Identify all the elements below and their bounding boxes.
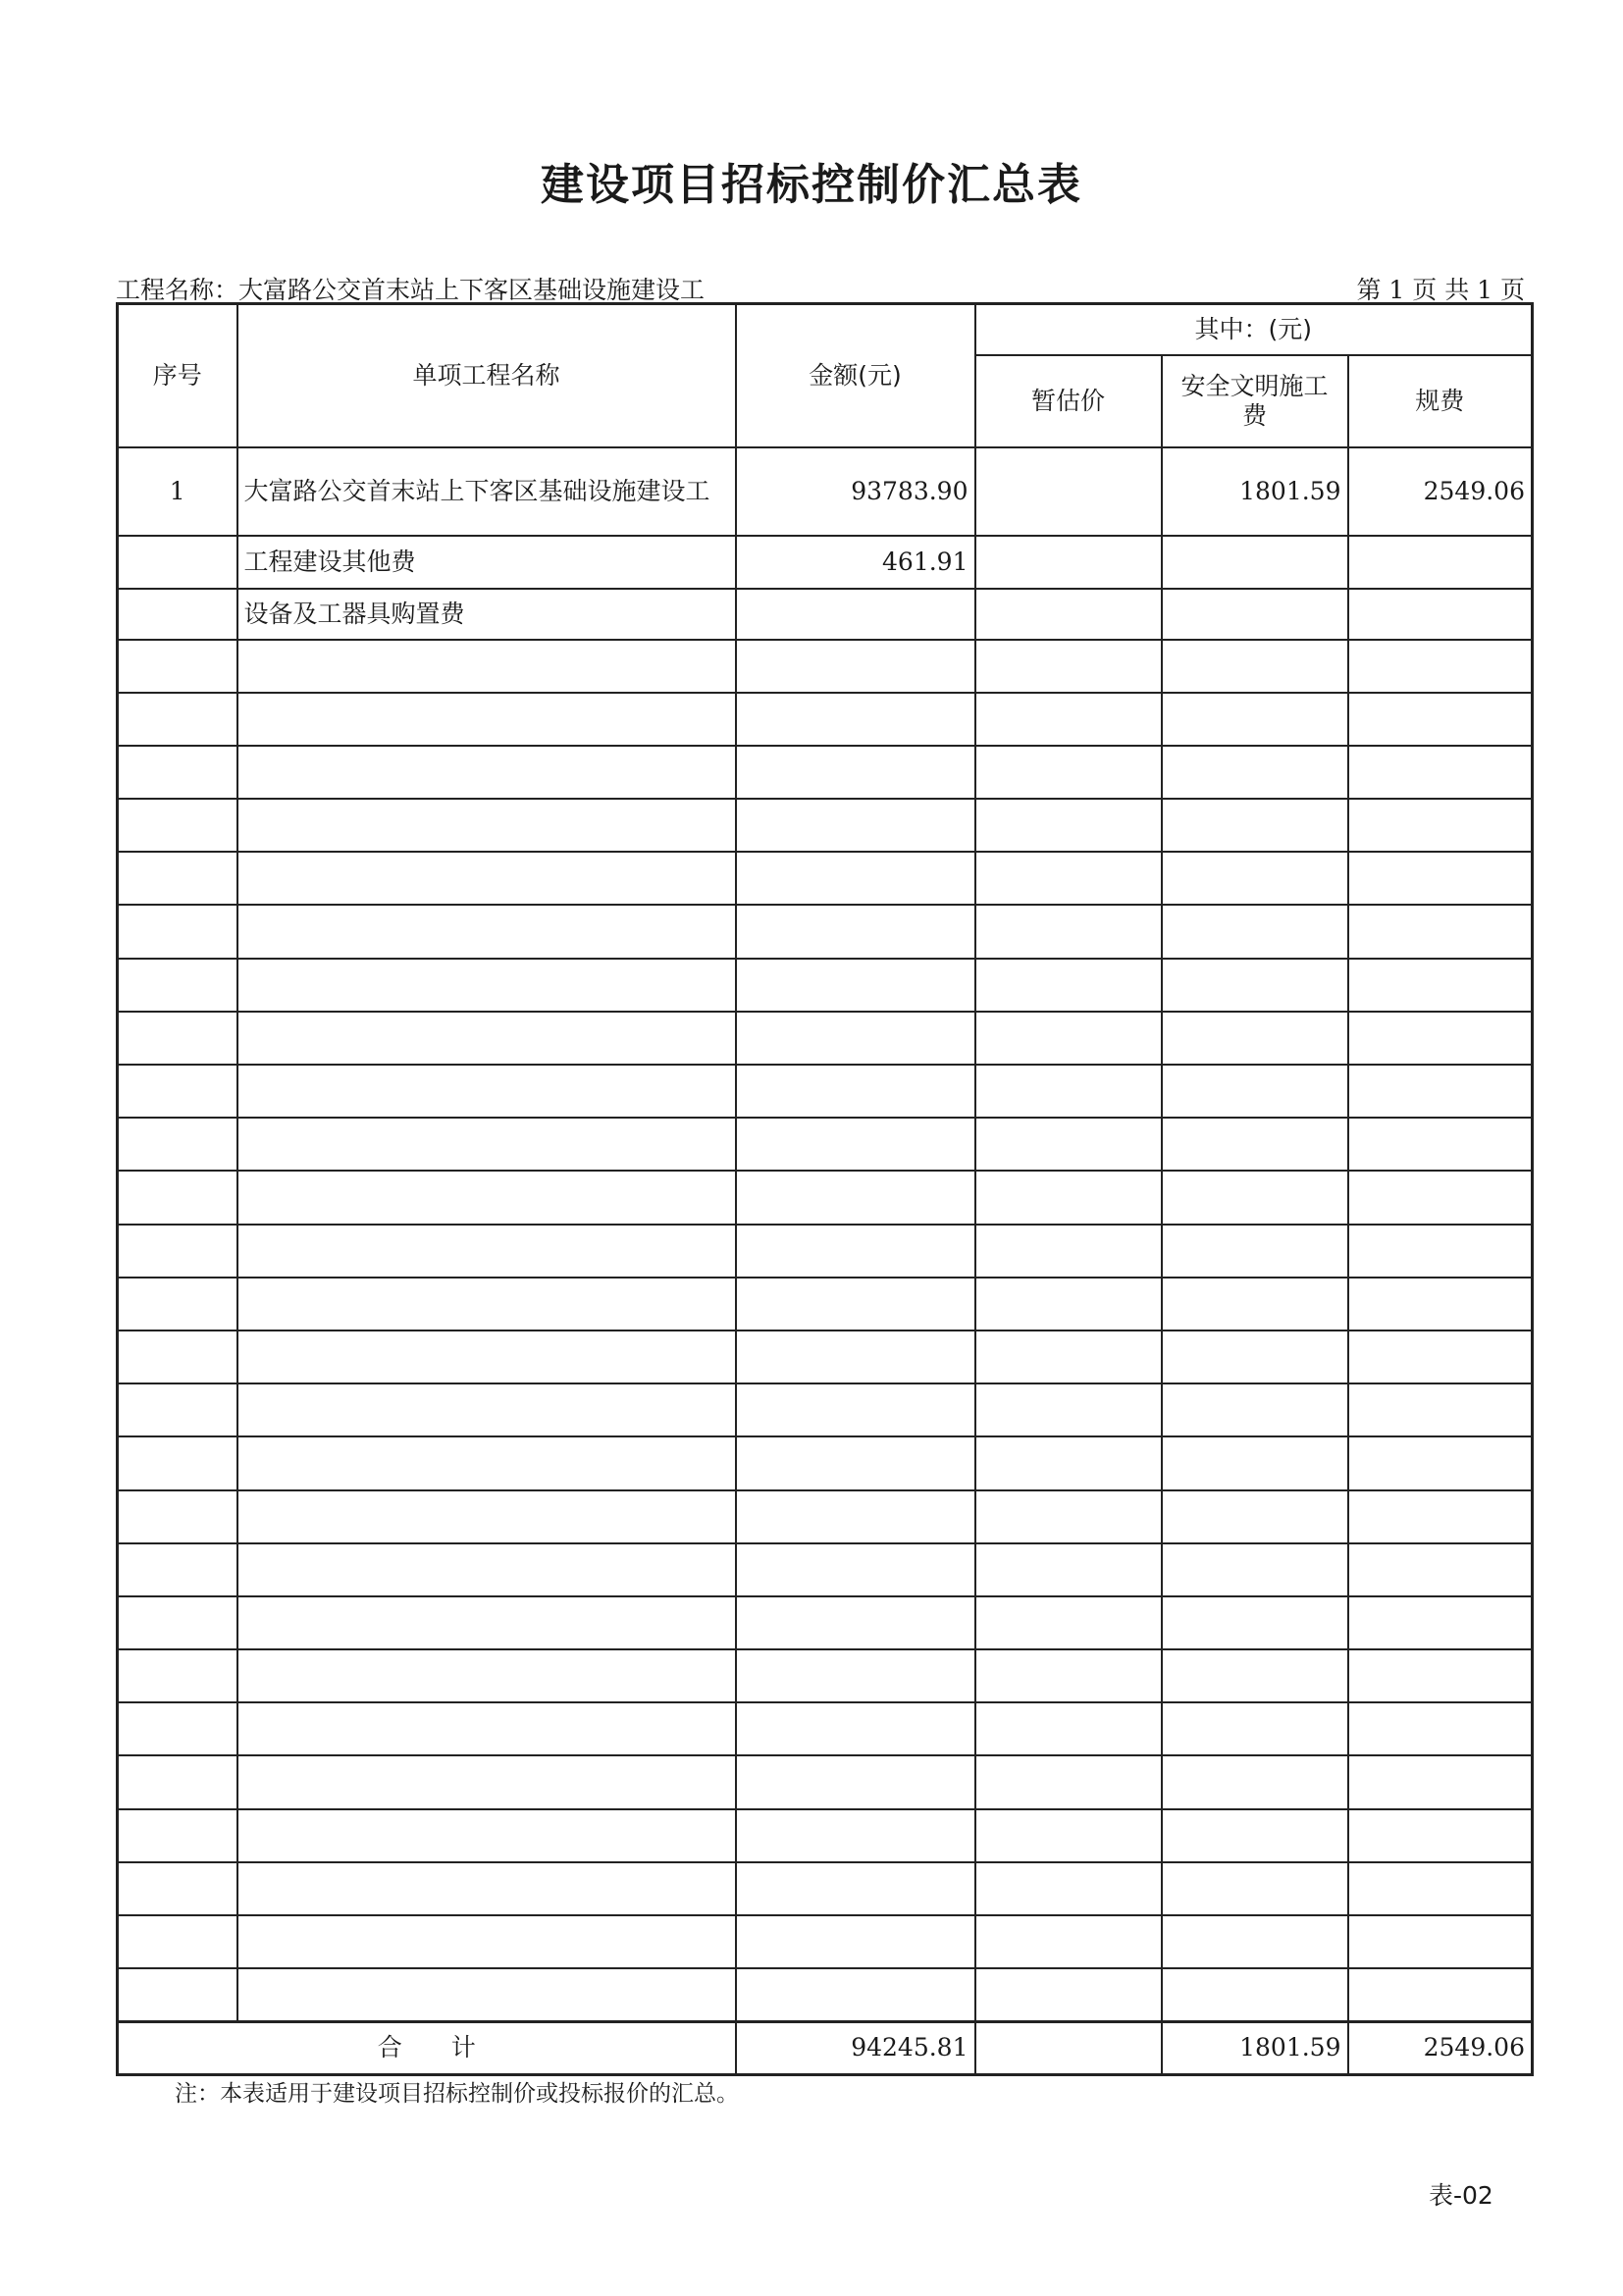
empty-cell — [975, 640, 1162, 693]
empty-cell — [975, 1968, 1162, 2021]
empty-cell — [118, 1383, 237, 1436]
empty-cell — [736, 1065, 975, 1118]
empty-cell — [237, 905, 736, 958]
empty-cell — [118, 1809, 237, 1862]
empty-cell — [1162, 1702, 1348, 1755]
empty-cell — [237, 1012, 736, 1065]
empty-row — [118, 640, 1533, 693]
empty-cell — [1348, 1915, 1533, 1968]
cell-fees — [1348, 536, 1533, 589]
empty-row — [118, 1968, 1533, 2021]
empty-cell — [237, 1225, 736, 1278]
empty-cell — [736, 1331, 975, 1383]
empty-cell — [975, 799, 1162, 852]
empty-cell — [237, 852, 736, 905]
empty-cell — [736, 1915, 975, 1968]
empty-cell — [118, 1012, 237, 1065]
total-provisional — [975, 2021, 1162, 2074]
cell-provisional — [975, 536, 1162, 589]
empty-cell — [118, 1702, 237, 1755]
empty-cell — [1348, 1118, 1533, 1171]
empty-row — [118, 1171, 1533, 1224]
empty-row — [118, 1596, 1533, 1649]
cell-fees: 2549.06 — [1348, 447, 1533, 536]
project-label: 工程名称： — [116, 276, 239, 304]
empty-cell — [237, 959, 736, 1012]
empty-cell — [118, 852, 237, 905]
header-provisional: 暂估价 — [975, 355, 1162, 447]
empty-cell — [118, 1118, 237, 1171]
empty-cell — [1348, 1383, 1533, 1436]
empty-cell — [1348, 1331, 1533, 1383]
empty-row — [118, 1702, 1533, 1755]
empty-row — [118, 1383, 1533, 1436]
footnote: 注：本表适用于建设项目招标控制价或投标报价的汇总。 — [175, 2081, 739, 2107]
empty-cell — [736, 852, 975, 905]
empty-cell — [237, 1649, 736, 1702]
empty-cell — [118, 1596, 237, 1649]
empty-cell — [736, 1490, 975, 1543]
cell-safety — [1162, 536, 1348, 589]
empty-row — [118, 1065, 1533, 1118]
empty-row — [118, 1809, 1533, 1862]
empty-cell — [975, 959, 1162, 1012]
empty-cell — [1348, 640, 1533, 693]
empty-cell — [1348, 746, 1533, 799]
empty-cell — [118, 1225, 237, 1278]
empty-cell — [1162, 1968, 1348, 2021]
empty-cell — [237, 1383, 736, 1436]
total-amount: 94245.81 — [736, 2021, 975, 2074]
empty-cell — [975, 1915, 1162, 1968]
empty-cell — [1348, 1649, 1533, 1702]
empty-cell — [1162, 905, 1348, 958]
empty-cell — [237, 693, 736, 746]
empty-cell — [118, 1065, 237, 1118]
empty-cell — [118, 1915, 237, 1968]
empty-cell — [237, 1065, 736, 1118]
empty-cell — [1348, 1171, 1533, 1224]
header-row — [118, 304, 1533, 355]
empty-cell — [1348, 1065, 1533, 1118]
empty-cell — [736, 1383, 975, 1436]
header-safety — [1162, 355, 1348, 447]
empty-cell — [1348, 1809, 1533, 1862]
empty-cell — [736, 1596, 975, 1649]
empty-row — [118, 1225, 1533, 1278]
empty-cell — [1162, 1809, 1348, 1862]
empty-cell — [736, 1968, 975, 2021]
empty-cell — [237, 640, 736, 693]
empty-row — [118, 1278, 1533, 1331]
empty-cell — [237, 1118, 736, 1171]
empty-cell — [118, 1436, 237, 1489]
empty-cell — [975, 1278, 1162, 1331]
total-safety: 1801.59 — [1162, 2021, 1348, 2074]
empty-cell — [736, 1809, 975, 1862]
empty-cell — [736, 693, 975, 746]
page-info: 第 1 页 共 1 页 — [1356, 276, 1525, 304]
empty-cell — [1162, 1490, 1348, 1543]
cell-amount: 461.91 — [736, 536, 975, 589]
header-safety-text: 安全文明施工费 — [1180, 371, 1329, 430]
empty-cell — [1162, 1065, 1348, 1118]
empty-cell — [1348, 1436, 1533, 1489]
empty-cell — [736, 1755, 975, 1808]
empty-cell — [736, 959, 975, 1012]
empty-cell — [1162, 1278, 1348, 1331]
empty-row — [118, 852, 1533, 905]
empty-cell — [1162, 640, 1348, 693]
empty-cell — [1162, 1915, 1348, 1968]
empty-cell — [975, 693, 1162, 746]
empty-cell — [118, 959, 237, 1012]
empty-cell — [1162, 1171, 1348, 1224]
empty-cell — [118, 1862, 237, 1915]
empty-cell — [736, 640, 975, 693]
empty-row — [118, 905, 1533, 958]
empty-row — [118, 1436, 1533, 1489]
empty-cell — [975, 1702, 1162, 1755]
empty-cell — [1348, 1755, 1533, 1808]
empty-cell — [736, 1225, 975, 1278]
empty-cell — [736, 1171, 975, 1224]
empty-row — [118, 1755, 1533, 1808]
total-row — [118, 2021, 1533, 2074]
empty-cell — [1162, 1543, 1348, 1596]
empty-cell — [237, 1968, 736, 2021]
empty-cell — [1348, 1862, 1533, 1915]
empty-cell — [118, 693, 237, 746]
empty-row — [118, 1915, 1533, 1968]
empty-cell — [975, 1809, 1162, 1862]
cell-seq — [118, 536, 237, 589]
empty-cell — [118, 1543, 237, 1596]
cell-item-name: 大富路公交首末站上下客区基础设施建设工 — [237, 447, 736, 536]
empty-cell — [118, 1968, 237, 2021]
empty-cell — [237, 1331, 736, 1383]
empty-cell — [975, 1331, 1162, 1383]
empty-cell — [975, 1436, 1162, 1489]
empty-cell — [237, 799, 736, 852]
empty-cell — [736, 1118, 975, 1171]
empty-cell — [736, 1862, 975, 1915]
empty-cell — [975, 1383, 1162, 1436]
cell-safety: 1801.59 — [1162, 447, 1348, 536]
empty-cell — [975, 1862, 1162, 1915]
empty-cell — [736, 1278, 975, 1331]
empty-cell — [736, 1012, 975, 1065]
empty-cell — [118, 1278, 237, 1331]
empty-cell — [237, 1171, 736, 1224]
empty-cell — [237, 746, 736, 799]
empty-cell — [1162, 1012, 1348, 1065]
empty-cell — [1162, 959, 1348, 1012]
cell-safety — [1162, 589, 1348, 640]
total-fees: 2549.06 — [1348, 2021, 1533, 2074]
empty-cell — [975, 1649, 1162, 1702]
project-info — [116, 271, 705, 306]
total-label: 合 计 — [118, 2021, 736, 2074]
cell-amount: 93783.90 — [736, 447, 975, 536]
page-title: 建设项目招标控制价汇总表 — [541, 160, 1082, 210]
form-number: 表-02 — [1429, 2181, 1493, 2210]
cell-provisional — [975, 589, 1162, 640]
empty-row — [118, 799, 1533, 852]
empty-cell — [1348, 1968, 1533, 2021]
header-of-which: 其中：(元) — [975, 304, 1533, 355]
cell-provisional — [975, 447, 1162, 536]
empty-row — [118, 1543, 1533, 1596]
empty-cell — [118, 640, 237, 693]
table-row — [118, 589, 1533, 640]
empty-cell — [1348, 959, 1533, 1012]
empty-cell — [237, 1915, 736, 1968]
empty-cell — [118, 905, 237, 958]
empty-cell — [1162, 1649, 1348, 1702]
empty-cell — [1348, 1596, 1533, 1649]
blank-rows — [118, 640, 1533, 2022]
empty-cell — [1162, 746, 1348, 799]
empty-cell — [736, 1702, 975, 1755]
empty-row — [118, 1649, 1533, 1702]
empty-cell — [1348, 799, 1533, 852]
empty-cell — [1162, 1331, 1348, 1383]
empty-cell — [975, 1596, 1162, 1649]
empty-cell — [975, 1543, 1162, 1596]
empty-cell — [975, 1490, 1162, 1543]
header-item-name: 单项工程名称 — [237, 304, 736, 447]
empty-cell — [1348, 852, 1533, 905]
empty-row — [118, 746, 1533, 799]
empty-cell — [1162, 1862, 1348, 1915]
empty-cell — [118, 1649, 237, 1702]
empty-cell — [1162, 852, 1348, 905]
empty-cell — [237, 1862, 736, 1915]
empty-cell — [1162, 1436, 1348, 1489]
summary-table — [116, 302, 1534, 2076]
empty-cell — [1348, 1543, 1533, 1596]
empty-cell — [1348, 905, 1533, 958]
empty-cell — [1162, 1383, 1348, 1436]
empty-cell — [1348, 1490, 1533, 1543]
empty-row — [118, 693, 1533, 746]
empty-cell — [975, 1065, 1162, 1118]
empty-cell — [975, 746, 1162, 799]
empty-cell — [118, 1755, 237, 1808]
empty-cell — [118, 799, 237, 852]
empty-row — [118, 1862, 1533, 1915]
empty-cell — [1162, 1225, 1348, 1278]
table-row — [118, 447, 1533, 536]
empty-cell — [237, 1436, 736, 1489]
empty-cell — [237, 1278, 736, 1331]
header-fees: 规费 — [1348, 355, 1533, 447]
empty-cell — [118, 1490, 237, 1543]
empty-cell — [1162, 1118, 1348, 1171]
empty-cell — [1162, 1596, 1348, 1649]
empty-cell — [1348, 1012, 1533, 1065]
empty-cell — [1348, 1702, 1533, 1755]
empty-cell — [975, 852, 1162, 905]
empty-cell — [975, 1012, 1162, 1065]
empty-row — [118, 1490, 1533, 1543]
empty-cell — [736, 1436, 975, 1489]
empty-cell — [237, 1755, 736, 1808]
empty-row — [118, 959, 1533, 1012]
empty-cell — [237, 1490, 736, 1543]
empty-cell — [237, 1809, 736, 1862]
empty-cell — [1162, 693, 1348, 746]
cell-amount — [736, 589, 975, 640]
cell-seq — [118, 589, 237, 640]
empty-cell — [237, 1702, 736, 1755]
cell-fees — [1348, 589, 1533, 640]
empty-cell — [975, 905, 1162, 958]
empty-cell — [237, 1596, 736, 1649]
empty-row — [118, 1012, 1533, 1065]
empty-cell — [118, 746, 237, 799]
empty-cell — [1348, 1278, 1533, 1331]
header-amount: 金额(元) — [736, 304, 975, 447]
empty-row — [118, 1331, 1533, 1383]
project-name: 大富路公交首末站上下客区基础设施建设工 — [238, 276, 706, 304]
empty-cell — [1348, 693, 1533, 746]
empty-cell — [736, 1543, 975, 1596]
header-seq: 序号 — [118, 304, 237, 447]
empty-cell — [118, 1331, 237, 1383]
empty-cell — [118, 1171, 237, 1224]
cell-seq: 1 — [118, 447, 237, 536]
empty-cell — [237, 1543, 736, 1596]
empty-cell — [736, 905, 975, 958]
cell-item-name: 设备及工器具购置费 — [237, 589, 736, 640]
empty-cell — [736, 799, 975, 852]
empty-row — [118, 1118, 1533, 1171]
empty-cell — [975, 1755, 1162, 1808]
empty-cell — [736, 1649, 975, 1702]
empty-cell — [975, 1118, 1162, 1171]
empty-cell — [1162, 1755, 1348, 1808]
empty-cell — [975, 1225, 1162, 1278]
empty-cell — [736, 746, 975, 799]
empty-cell — [975, 1171, 1162, 1224]
empty-cell — [1348, 1225, 1533, 1278]
table-row — [118, 536, 1533, 589]
empty-cell — [1162, 799, 1348, 852]
cell-item-name: 工程建设其他费 — [237, 536, 736, 589]
